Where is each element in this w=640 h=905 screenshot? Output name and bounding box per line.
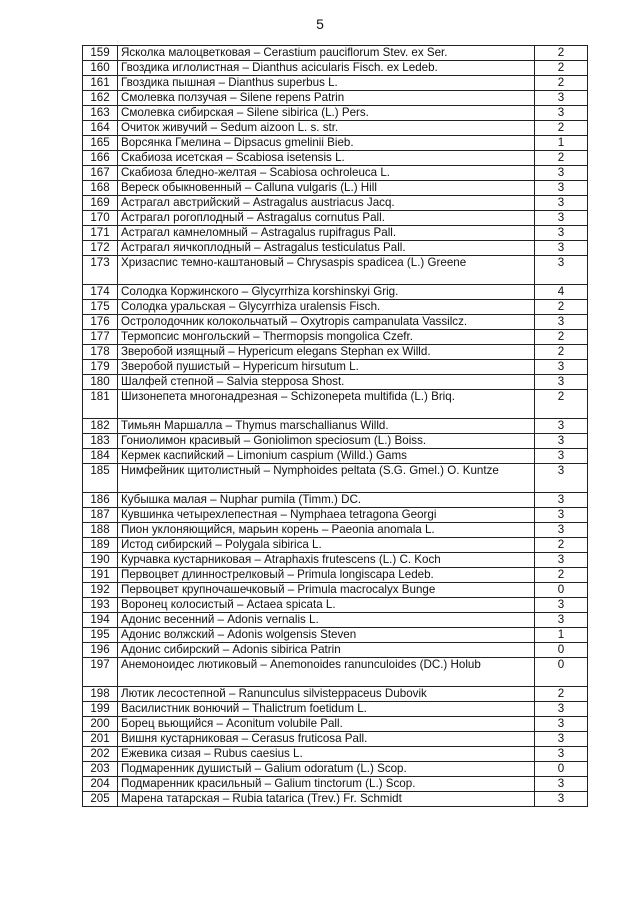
species-name: Первоцвет крупночашечковый – Primula macrocalyx Bunge [118,583,535,598]
row-number: 203 [83,762,118,777]
table-row [83,390,588,419]
species-name: Астрагал рогоплодный – Astragalus cornutus Pall. [118,211,535,226]
species-name: Гониолимон красивый – Goniolimon speciosum (L.) Boiss. [118,434,535,449]
species-name: Ежевика сизая – Rubus caesius L. [118,747,535,762]
table-row [83,434,588,449]
row-number: 177 [83,330,118,345]
species-name: Марена татарская – Rubia tatarica (Trev.) Fr. Schmidt [118,792,535,807]
category-value: 2 [535,121,588,136]
row-number: 205 [83,792,118,807]
category-value: 4 [535,285,588,300]
row-number: 192 [83,583,118,598]
table-row [83,583,588,598]
page-number: 5 [316,16,324,32]
table-row [83,643,588,658]
table-row [83,538,588,553]
species-name: Курчавка кустарниковая – Atraphaxis frutescens (L.) C. Koch [118,553,535,568]
row-number: 202 [83,747,118,762]
row-number: 187 [83,508,118,523]
row-number: 170 [83,211,118,226]
table-row [83,360,588,375]
row-number: 163 [83,106,118,121]
species-name: Первоцвет длиннострелковый – Primula longiscapa Ledeb. [118,568,535,583]
row-number: 169 [83,196,118,211]
row-number: 184 [83,449,118,464]
row-number: 199 [83,702,118,717]
species-table-body [83,46,588,807]
category-value: 2 [535,345,588,360]
row-number: 176 [83,315,118,330]
category-value: 1 [535,628,588,643]
category-value: 3 [535,226,588,241]
table-row [83,449,588,464]
species-name: Кубышка малая – Nuphar pumila (Timm.) DC. [118,493,535,508]
species-name: Смолевка ползучая – Silene repens Patrin [118,91,535,106]
category-value: 0 [535,658,588,687]
category-value: 2 [535,46,588,61]
species-name: Нимфейник щитолистный – Nymphoides peltata (S.G. Gmel.) O. Kuntze [118,464,535,493]
category-value: 3 [535,196,588,211]
row-number: 196 [83,643,118,658]
category-value: 3 [535,613,588,628]
row-number: 200 [83,717,118,732]
table-row [83,777,588,792]
row-number: 162 [83,91,118,106]
row-number: 194 [83,613,118,628]
table-row [83,61,588,76]
table-row [83,315,588,330]
table-row [83,732,588,747]
species-name: Василистник вонючий – Thalictrum foetidum L. [118,702,535,717]
row-number: 198 [83,687,118,702]
category-value: 3 [535,792,588,807]
table-row [83,345,588,360]
category-value: 3 [535,523,588,538]
row-number: 159 [83,46,118,61]
species-name: Вишня кустарниковая – Cerasus fruticosa Pall. [118,732,535,747]
table-row [83,762,588,777]
species-name: Подмаренник красильный – Galium tinctorum (L.) Scop. [118,777,535,792]
row-number: 167 [83,166,118,181]
species-name: Кувшинка четырехлепестная – Nymphaea tetragona Georgi [118,508,535,523]
category-value: 2 [535,390,588,419]
row-number: 161 [83,76,118,91]
row-number: 188 [83,523,118,538]
category-value: 3 [535,508,588,523]
row-number: 160 [83,61,118,76]
table-row [83,687,588,702]
row-number: 204 [83,777,118,792]
category-value: 3 [535,419,588,434]
category-value: 3 [535,777,588,792]
table-row [83,464,588,493]
table-row [83,330,588,345]
table-row [83,300,588,315]
category-value: 3 [535,598,588,613]
category-value: 3 [535,106,588,121]
species-name: Смолевка сибирская – Silene sibirica (L.) Pers. [118,106,535,121]
category-value: 2 [535,151,588,166]
table-row [83,151,588,166]
species-name: Борец вьющийся – Aconitum volubile Pall. [118,717,535,732]
species-name: Ворсянка Гмелина – Dipsacus gmelinii Bieb. [118,136,535,151]
row-number: 189 [83,538,118,553]
category-value: 2 [535,330,588,345]
category-value: 1 [535,136,588,151]
category-value: 3 [535,315,588,330]
species-name: Астрагал австрийский – Astragalus austriacus Jacq. [118,196,535,211]
category-value: 3 [535,732,588,747]
species-name: Зверобой пушистый – Hypericum hirsutum L. [118,360,535,375]
category-value: 3 [535,241,588,256]
row-number: 197 [83,658,118,687]
species-name: Лютик лесостепной – Ranunculus silvisteppaceus Dubovik [118,687,535,702]
table-row [83,747,588,762]
category-value: 3 [535,91,588,106]
category-value: 2 [535,538,588,553]
table-row [83,508,588,523]
category-value: 2 [535,61,588,76]
category-value: 2 [535,687,588,702]
category-value: 0 [535,762,588,777]
species-name: Солодка Коржинского – Glycyrrhiza korshinskyi Grig. [118,285,535,300]
row-number: 165 [83,136,118,151]
row-number: 191 [83,568,118,583]
table-row [83,493,588,508]
category-value: 2 [535,300,588,315]
category-value: 3 [535,211,588,226]
species-name: Гвоздика пышная – Dianthus superbus L. [118,76,535,91]
category-value: 3 [535,360,588,375]
row-number: 201 [83,732,118,747]
table-row [83,792,588,807]
species-name: Хризаспис темно-каштановый – Chrysaspis spadicea (L.) Greene [118,256,535,285]
table-row [83,46,588,61]
table-row [83,181,588,196]
species-name: Гвоздика иглолистная – Dianthus acicularis Fisch. ex Ledeb. [118,61,535,76]
row-number: 182 [83,419,118,434]
species-name: Адонис сибирский – Adonis sibirica Patrin [118,643,535,658]
table-row [83,256,588,285]
row-number: 186 [83,493,118,508]
row-number: 195 [83,628,118,643]
category-value: 2 [535,76,588,91]
table-row [83,375,588,390]
category-value: 3 [535,493,588,508]
species-name: Шизонепета многонадрезная – Schizonepeta multifida (L.) Briq. [118,390,535,419]
row-number: 190 [83,553,118,568]
table-row [83,76,588,91]
category-value: 3 [535,434,588,449]
table-row [83,285,588,300]
category-value: 3 [535,449,588,464]
species-name: Остролодочник колокольчатый – Oxytropis campanulata Vassilcz. [118,315,535,330]
category-value: 3 [535,702,588,717]
table-row [83,136,588,151]
species-name: Подмаренник душистый – Galium odoratum (L.) Scop. [118,762,535,777]
row-number: 175 [83,300,118,315]
table-row [83,717,588,732]
row-number: 172 [83,241,118,256]
row-number: 178 [83,345,118,360]
species-name: Термопсис монгольский – Thermopsis mongolica Czefr. [118,330,535,345]
category-value: 2 [535,568,588,583]
species-table [82,45,588,807]
row-number: 171 [83,226,118,241]
species-name: Ясколка малоцветковая – Cerastium pauciflorum Stev. ex Ser. [118,46,535,61]
table-row [83,121,588,136]
category-value: 3 [535,375,588,390]
table-row [83,702,588,717]
row-number: 193 [83,598,118,613]
category-value: 0 [535,583,588,598]
row-number: 173 [83,256,118,285]
category-value: 0 [535,643,588,658]
row-number: 168 [83,181,118,196]
species-name: Пион уклоняющийся, марьин корень – Paeonia anomala L. [118,523,535,538]
table-row [83,523,588,538]
species-name: Зверобой изящный – Hypericum elegans Stephan ex Willd. [118,345,535,360]
row-number: 183 [83,434,118,449]
species-name: Астрагал камнеломный – Astragalus rupifragus Pall. [118,226,535,241]
category-value: 3 [535,166,588,181]
species-name: Тимьян Маршалла – Thymus marschallianus Willd. [118,419,535,434]
species-name: Скабиоза исетская – Scabiosa isetensis L. [118,151,535,166]
table-row [83,106,588,121]
table-row [83,613,588,628]
row-number: 180 [83,375,118,390]
table-row [83,91,588,106]
category-value: 3 [535,717,588,732]
species-name: Шалфей степной – Salvia stepposa Shost. [118,375,535,390]
species-name: Астрагал яичкоплодный – Astragalus testiculatus Pall. [118,241,535,256]
table-row [83,419,588,434]
species-name: Адонис весенний – Adonis vernalis L. [118,613,535,628]
table-row [83,628,588,643]
table-row [83,196,588,211]
table-row [83,598,588,613]
table-row [83,553,588,568]
species-name: Солодка уральская – Glycyrrhiza uralensis Fisch. [118,300,535,315]
species-name: Очиток живучий – Sedum aizoon L. s. str. [118,121,535,136]
category-value: 3 [535,256,588,285]
species-name: Истод сибирский – Polygala sibirica L. [118,538,535,553]
row-number: 166 [83,151,118,166]
row-number: 181 [83,390,118,419]
row-number: 164 [83,121,118,136]
category-value: 3 [535,464,588,493]
table-row [83,166,588,181]
row-number: 174 [83,285,118,300]
species-name: Адонис волжский – Adonis wolgensis Steven [118,628,535,643]
row-number: 185 [83,464,118,493]
table-row [83,241,588,256]
category-value: 3 [535,181,588,196]
table-row [83,658,588,687]
category-value: 3 [535,747,588,762]
category-value: 3 [535,553,588,568]
species-name: Скабиоза бледно-желтая – Scabiosa ochroleuca L. [118,166,535,181]
table-row [83,226,588,241]
row-number: 179 [83,360,118,375]
species-name: Анемоноидес лютиковый – Anemonoides ranunculoides (DC.) Holub [118,658,535,687]
species-name: Воронец колосистый – Actaea spicata L. [118,598,535,613]
species-name: Вереск обыкновенный – Calluna vulgaris (L.) Hill [118,181,535,196]
table-row [83,211,588,226]
table-row [83,568,588,583]
species-name: Кермек каспийский – Limonium caspium (Willd.) Gams [118,449,535,464]
